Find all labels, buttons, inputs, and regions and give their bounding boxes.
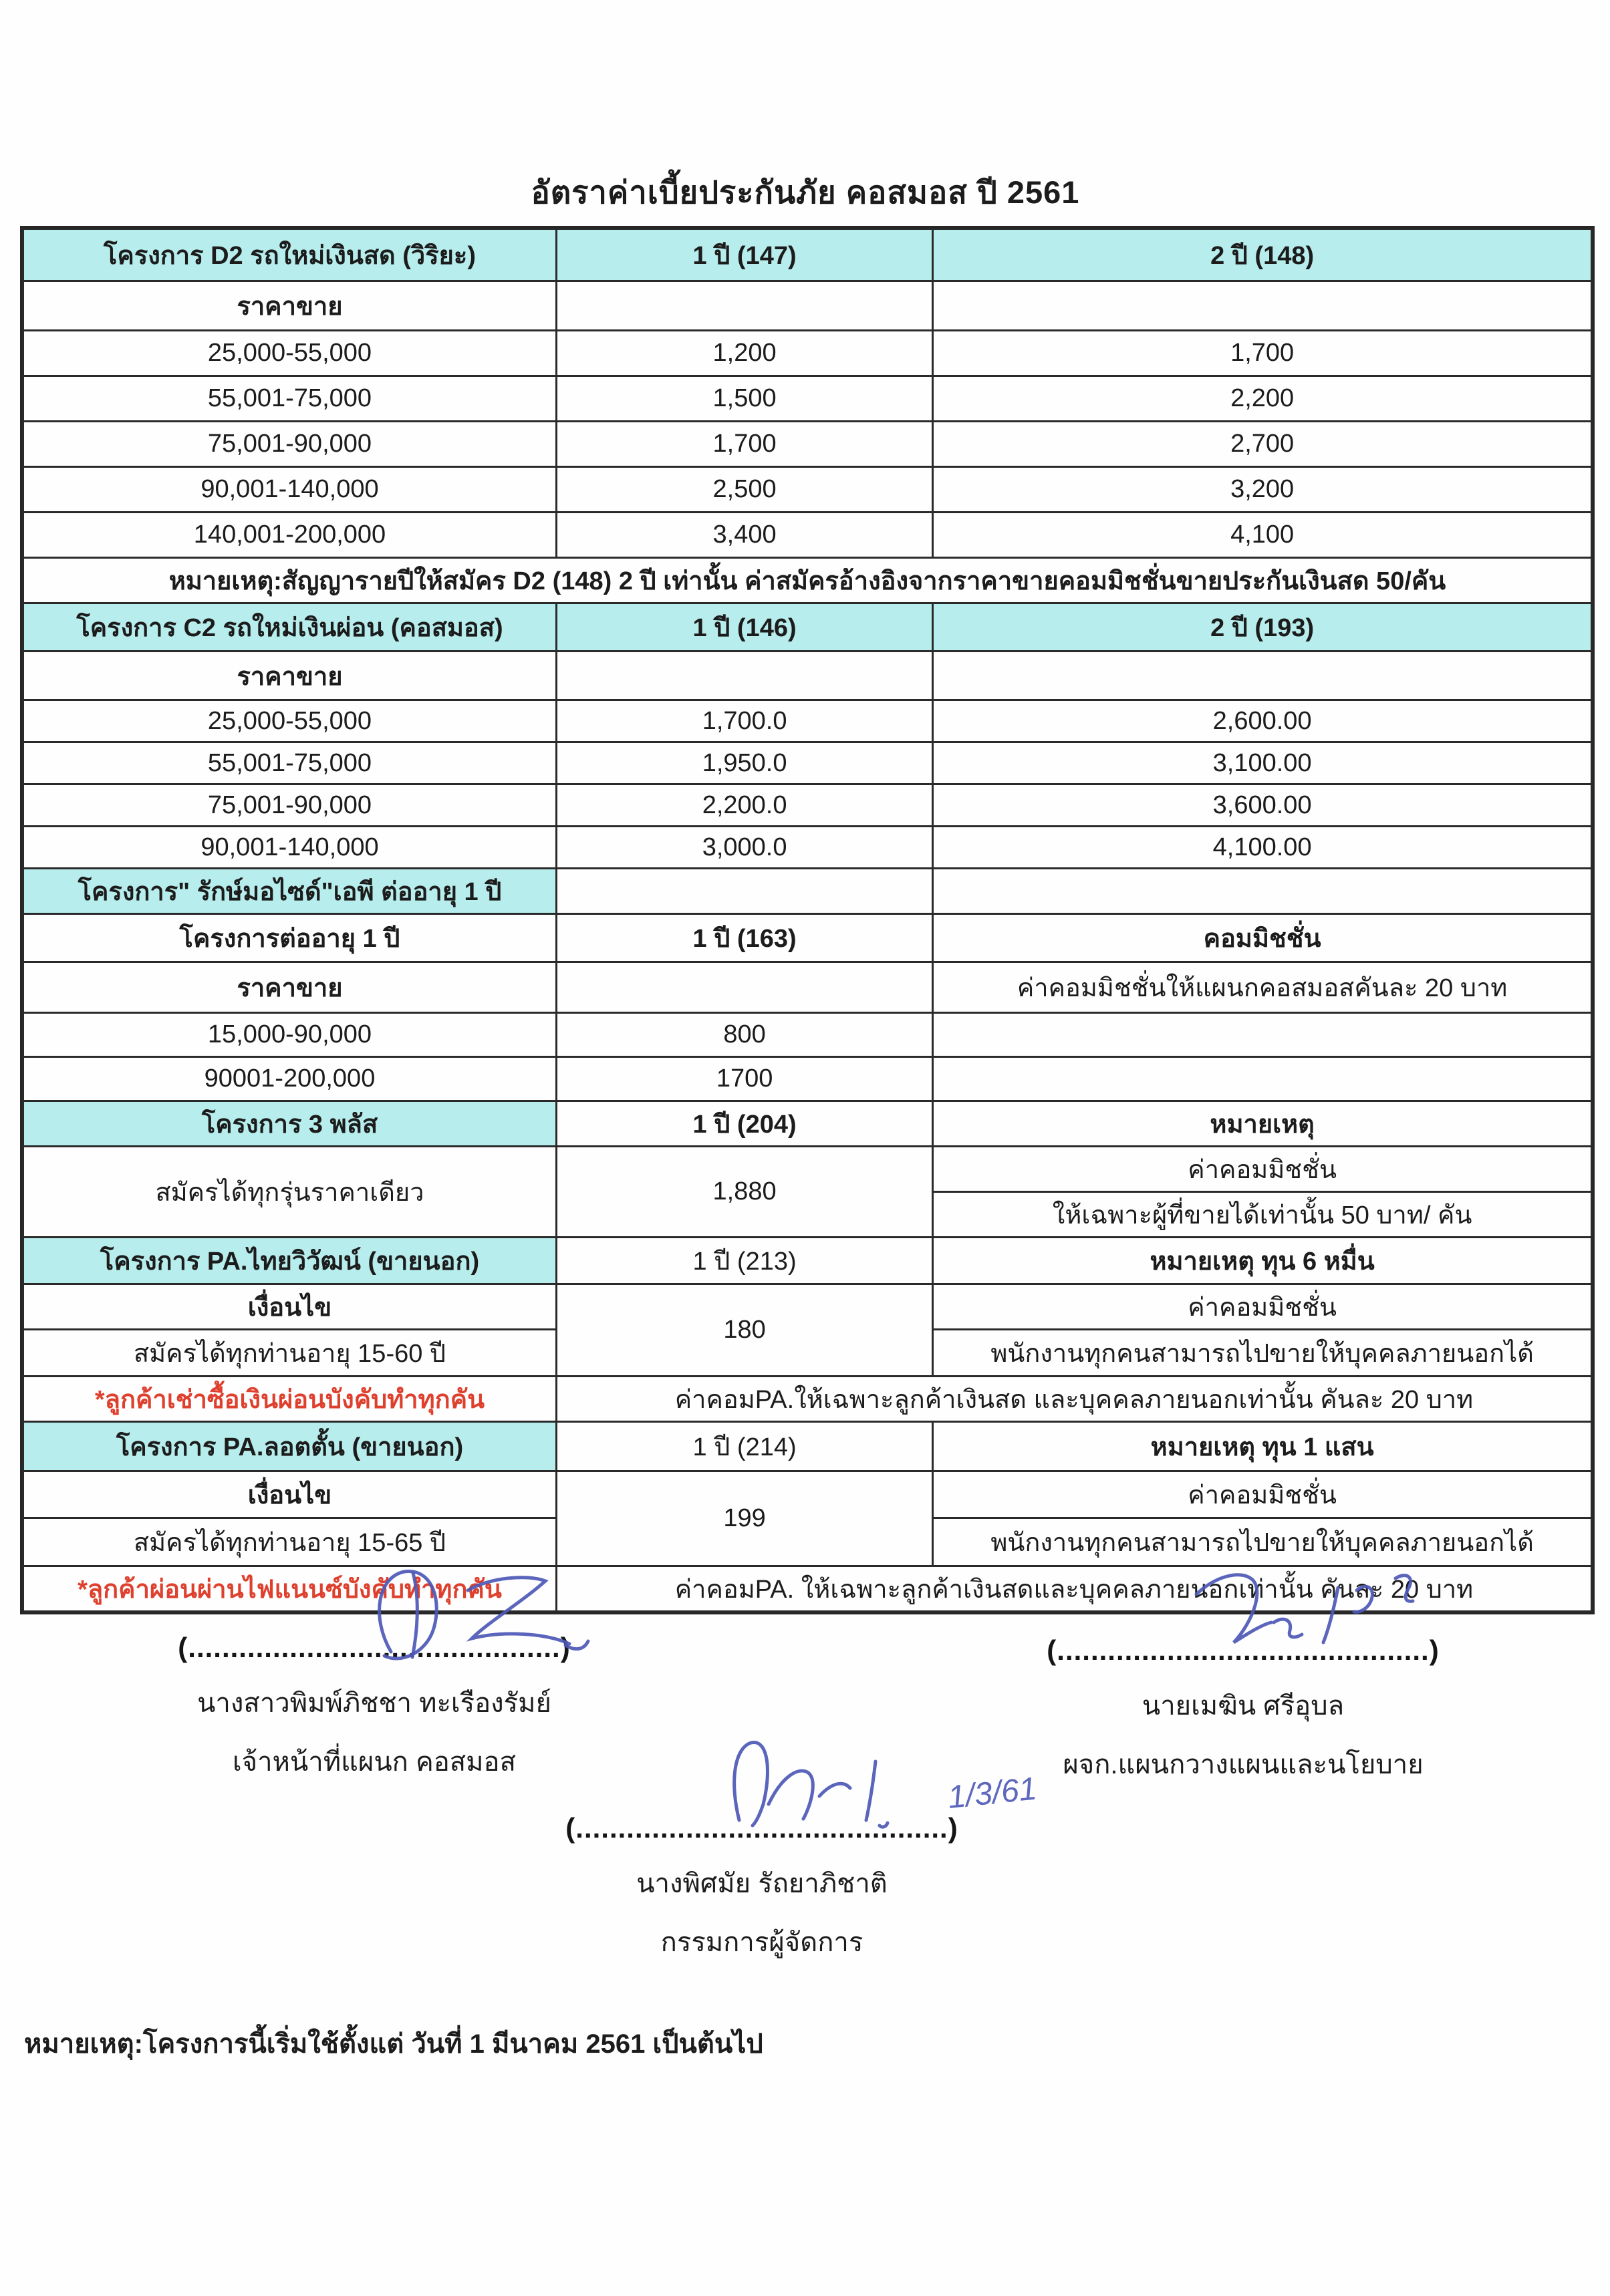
page-title: อัตราค่าเบี้ยประกันภัย คอสมอส ปี 2561 [531,174,1080,210]
signer-name: นางพิศมัย รัถยาภิชาติ [636,1869,888,1898]
pa-thai-note-top-cell: ค่าคอมมิชชั่น [933,1284,1592,1330]
empty-cell [933,869,1592,914]
price-range-cell: 75,001-90,000 [23,422,557,467]
pa-thai-red-note-row [23,1377,1592,1422]
premium-2y-cell: 2,200 [933,376,1592,422]
premium-1y-cell: 800 [556,1013,932,1057]
moto-price-label-row [23,962,1592,1013]
table-row [23,1057,1592,1101]
premium-2y-cell: 3,200 [933,467,1592,513]
empty-cell [933,1057,1592,1101]
table-row [23,422,1592,467]
pa-thai-note-bottom-cell: พนักงานทุกคนสามารถไปขายให้บุคคลภายนอกได้ [933,1330,1592,1377]
premium-1y-cell: 3,400 [556,513,932,558]
premium-1y-cell: 3,000.0 [556,827,932,869]
premium-1y-cell: 1700 [556,1057,932,1101]
premium-1y-cell: 1,500 [556,376,932,422]
signer-title: กรรมการผู้จัดการ [660,1928,863,1957]
pa-thai-header-row [23,1238,1592,1284]
table-row [23,700,1592,742]
signature-line: (............................................) [1047,1634,1440,1666]
empty-cell [933,281,1592,331]
pa-thai-condition-row [23,1284,1592,1330]
table-row [23,784,1592,827]
moto-project-name-cell: โครงการ" รักษ์มอไซด์"เอพี ต่ออายุ 1 ปี [23,869,557,914]
price-range-cell: 55,001-75,000 [23,376,557,422]
premium-1y-cell: 1,950.0 [556,742,932,784]
premium-2y-cell: 2,600.00 [933,700,1592,742]
premium-2y-cell: 3,100.00 [933,742,1592,784]
pa-thai-project-name-cell: โครงการ PA.ไทยวิวัฒน์ (ขายนอก) [23,1238,557,1284]
price-range-cell: 90,001-140,000 [23,827,557,869]
plus3-condition-cell: สมัครได้ทุกรุ่นราคาเดียว [23,1147,557,1238]
d2-note-cell: หมายเหตุ:สัญญารายปีให้สมัคร D2 (148) 2 ปี เท่านั้น ค่าสมัครอ้างอิงจากราคาขายคอมมิชชั่นขายประกันเงินสด 50/คัน [23,558,1592,603]
price-range-cell: 25,000-55,000 [23,331,557,376]
price-range-cell: 55,001-75,000 [23,742,557,784]
handwritten-date: 1/3/61 [946,1771,1039,1816]
condition-label-cell: เงื่อนไข [23,1471,557,1518]
plus3-body-row [23,1147,1592,1192]
price-label-cell: ราคาขาย [23,962,557,1013]
plus3-premium-cell: 1,880 [556,1147,932,1238]
d2-header-row [23,229,1592,281]
price-range-cell: 90,001-140,000 [23,467,557,513]
table-row [23,376,1592,422]
table-row [23,467,1592,513]
condition-detail-cell: สมัครได้ทุกท่านอายุ 15-65 ปี [23,1518,557,1566]
pa-lottery-header-row [23,1422,1592,1471]
condition-detail-cell: สมัครได้ทุกท่านอายุ 15-60 ปี [23,1330,557,1377]
empty-cell [933,652,1592,700]
signature-block-right [996,1634,1490,1785]
c2-term2-header-cell: 2 ปี (193) [933,603,1592,652]
signature-block-center [508,1812,1016,1963]
price-label-cell: ราคาขาย [23,652,557,700]
moto-subproject-cell: โครงการต่ออายุ 1 ปี [23,914,557,962]
signature-line: (............................................) [565,1812,958,1844]
plus3-term1-header-cell: 1 ปี (204) [556,1101,932,1147]
pa-lottery-term1-header-cell: 1 ปี (214) [556,1422,932,1471]
price-range-cell: 90001-200,000 [23,1057,557,1101]
empty-cell [556,962,932,1013]
price-label-cell: ราคาขาย [23,281,557,331]
premium-1y-cell: 1,700.0 [556,700,932,742]
pa-lottery-note-top-cell: ค่าคอมมิชชั่น [933,1471,1592,1518]
signer-name: นางสาวพิมพ์ภิชชา ทะเรืองรัมย์ [197,1689,551,1718]
moto-term1-header-cell: 1 ปี (163) [556,914,932,962]
price-range-cell: 140,001-200,000 [23,513,557,558]
table-row [23,1013,1592,1057]
premium-1y-cell: 1,700 [556,422,932,467]
empty-cell [556,281,932,331]
signature-line: (............................................) [178,1632,571,1663]
premium-rate-table [22,228,1593,1612]
empty-cell [556,652,932,700]
table-row [23,827,1592,869]
c2-term1-header-cell: 1 ปี (146) [556,603,932,652]
moto-commission-header-cell: คอมมิชชั่น [933,914,1592,962]
d2-term1-header-cell: 1 ปี (147) [556,229,932,281]
table-row [23,513,1592,558]
signer-name: นายเมฆิน ศรีอุบล [1142,1691,1345,1721]
pa-lottery-premium-cell: 199 [556,1471,932,1566]
plus3-header-row [23,1101,1592,1147]
c2-header-row [23,603,1592,652]
pa-thai-note-header-cell: หมายเหตุ ทุน 6 หมื่น [933,1238,1592,1284]
plus3-note-bottom-cell: ให้เฉพาะผู้ที่ขายได้เท่านั้น 50 บาท/ คัน [933,1192,1592,1238]
c2-project-name-cell: โครงการ C2 รถใหม่เงินผ่อน (คอสมอส) [23,603,557,652]
empty-cell [556,869,932,914]
red-warning-cell: *ลูกค้าผ่อนผ่านไฟแนนซ์บังคับทำทุกคัน [23,1566,557,1612]
d2-project-name-cell: โครงการ D2 รถใหม่เงินสด (วิริยะ) [23,229,557,281]
pa-thai-premium-cell: 180 [556,1284,932,1377]
pa-lottery-red-note-row [23,1566,1592,1612]
table-row [23,742,1592,784]
condition-label-cell: เงื่อนไข [23,1284,557,1330]
premium-1y-cell: 2,500 [556,467,932,513]
c2-price-label-row [23,652,1592,700]
premium-2y-cell: 2,700 [933,422,1592,467]
red-warning-cell: *ลูกค้าเช่าซื้อเงินผ่อนบังคับทำทุกคัน [23,1377,557,1422]
signer-title: ผจก.แผนกวางแผนและนโยบาย [1063,1750,1424,1779]
red-warning-detail-cell: ค่าคอมPA. ให้เฉพาะลูกค้าเงินสดและบุคคลภายนอกเท่านั้น คันละ 20 บาท [556,1566,1591,1612]
table-row [23,331,1592,376]
premium-1y-cell: 2,200.0 [556,784,932,827]
premium-1y-cell: 1,200 [556,331,932,376]
moto-title-row [23,869,1592,914]
plus3-note-top-cell: ค่าคอมมิชชั่น [933,1147,1592,1192]
signature-block-left [74,1632,675,1783]
premium-2y-cell: 3,600.00 [933,784,1592,827]
price-range-cell: 25,000-55,000 [23,700,557,742]
red-warning-detail-cell: ค่าคอมPA.ให้เฉพาะลูกค้าเงินสด และบุคคลภายนอกเท่านั้น คันละ 20 บาท [556,1377,1591,1422]
moto-commission-note-cell: ค่าคอมมิชชั่นให้แผนกคอสมอสคันละ 20 บาท [933,962,1592,1013]
empty-cell [933,1013,1592,1057]
effective-date-note: หมายเหตุ:โครงการนี้เริ่มใช้ตั้งแต่ วันที่ 1 มีนาคม 2561 เป็นต้นไป [24,2029,763,2059]
premium-rate-table-wrap [20,226,1595,1614]
d2-price-label-row [23,281,1592,331]
pa-thai-term1-header-cell: 1 ปี (213) [556,1238,932,1284]
premium-2y-cell: 4,100 [933,513,1592,558]
plus3-project-name-cell: โครงการ 3 พลัส [23,1101,557,1147]
pa-lottery-note-header-cell: หมายเหตุ ทุน 1 แสน [933,1422,1592,1471]
plus3-note-header-cell: หมายเหตุ [933,1101,1592,1147]
pa-lottery-note-bottom-cell: พนักงานทุกคนสามารถไปขายให้บุคคลภายนอกได้ [933,1518,1592,1566]
pa-lottery-condition-row [23,1471,1592,1518]
pa-lottery-project-name-cell: โครงการ PA.ลอตตั้น (ขายนอก) [23,1422,557,1471]
price-range-cell: 75,001-90,000 [23,784,557,827]
moto-subheader-row [23,914,1592,962]
d2-note-row [23,558,1592,603]
price-range-cell: 15,000-90,000 [23,1013,557,1057]
premium-2y-cell: 1,700 [933,331,1592,376]
premium-2y-cell: 4,100.00 [933,827,1592,869]
d2-term2-header-cell: 2 ปี (148) [933,229,1592,281]
signer-title: เจ้าหน้าที่แผนก คอสมอส [232,1747,516,1777]
